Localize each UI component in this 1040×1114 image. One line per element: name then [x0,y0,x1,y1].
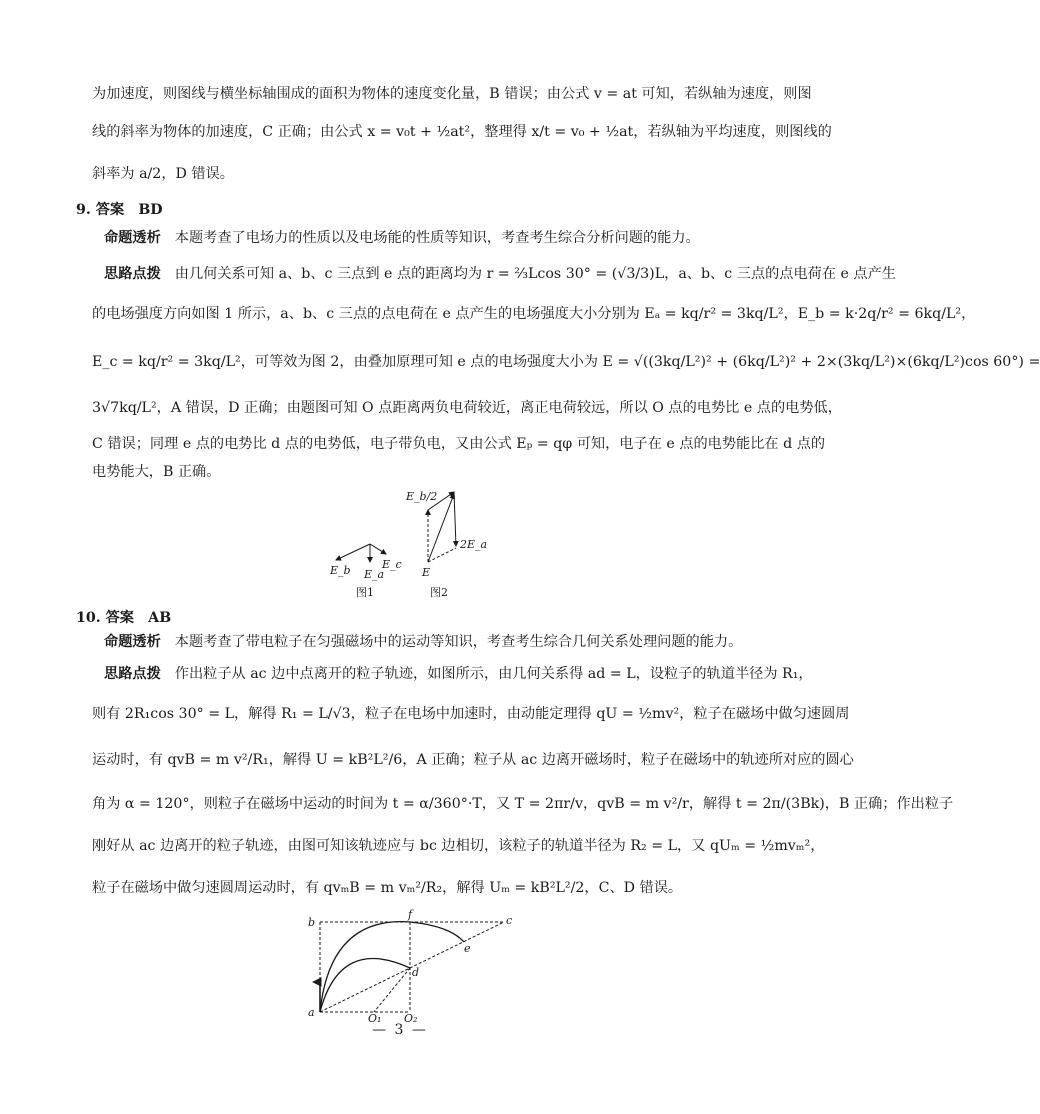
figure-3-trajectory [300,906,530,1024]
figure-3-label-o1: O₁ [368,1012,382,1025]
figure-3-label-c: c [506,914,513,927]
figure-1 [326,530,416,600]
text-line-1: 为加速度，则图线与横坐标轴围成的面积为物体的速度变化量，B 错误；由公式 v = at 可知，若纵轴为速度，则图 [92,86,812,102]
figure-2-caption: 图2 [430,586,448,599]
figure-1-label-eb: E_b [330,564,351,577]
figure-3-label-f: f [408,908,413,921]
figure-3-arc-large [320,922,464,1012]
figure-2-label-e: E [422,566,431,579]
solution-10-label: 思路点拨 [104,666,161,682]
figure-3-label-a: a [308,1006,315,1019]
figure-1-label-ea: E_a [364,568,385,581]
analysis-9-label: 命题透析 [104,230,161,246]
figure-2-label-2ea: 2E_a [460,538,488,551]
solution-9-label: 思路点拨 [104,266,161,282]
figure-1-label-ec: E_c [382,558,402,571]
solution-9-line-5: C 错误；同理 e 点的电势比 d 点的电势低，电子带负电，又由公式 Eₚ = qφ 可知，电子在 e 点的电势能比在 d 点的 [92,436,826,452]
analysis-10-label: 命题透析 [104,634,161,650]
solution-9-text: 由几何关系可知 a、b、c 三点到 e 点的距离均为 r = ⅔Lcos 30° = (√3/3)L，a、b、c 三点的点电荷在 e 点产生 [174,266,896,282]
figure-3-line-d-o1 [374,968,410,1012]
analysis-9-text: 本题考查了电场力的性质以及电场能的性质等知识，考查考生综合分析问题的能力。 [174,230,700,246]
figure-3-label-d: d [412,966,420,979]
text-line-3: 斜率为 a/2，D 错误。 [92,166,234,182]
figure-2-vector-2ea [454,492,456,546]
solution-10-line-6: 粒子在磁场中做匀速圆周运动时，有 qvₘB = m vₘ²/R₂，解得 Uₘ = kB²L²/2，C、D 错误。 [92,880,683,896]
answer-9-heading: 9. 答案 BD [76,202,163,218]
figure-2 [404,488,494,600]
figure-3-label-e: e [464,942,471,955]
solution-9-line-3: E_c = kq/r² = 3kq/L²，可等效为图 2，由叠加原理可知 e 点的电场强度大小为 E = √((3kq/L²)² + (6kq/L²)² + 2×(3kq/L²)×(6kq/L²)cos 60°) = [92,354,1040,370]
solution-10-text: 作出粒子从 ac 边中点离开的粒子轨迹，如图所示，由几何关系得 ad = L，设粒子的轨道半径为 R₁， [174,666,813,682]
analysis-10 [104,632,743,652]
solution-10-line-4: 角为 α = 120°，则粒子在磁场中运动的时间为 t = α/360°·T，又 T = 2πr/v，qvB = m v²/r，解得 t = 2π/(3Bk)，B 正确；作出粒子 [92,796,954,812]
solution-9-line-6: 电势能大，B 正确。 [92,464,221,480]
analysis-9 [104,228,734,248]
answer-10-heading: 10. 答案 AB [76,610,172,626]
solution-10-line-3: 运动时，有 qvB = m v²/R₁，解得 U = kB²L²/6，A 正确；粒子从 ac 边离开磁场时，粒子在磁场中的轨迹所对应的圆心 [92,752,854,768]
solution-9-line-2: 的电场强度方向如图 1 所示，a、b、c 三点的点电荷在 e 点产生的电场强度大小分别为 Eₐ = kq/r² = 3kq/L²，E_b = k·2q/r² = 6kq/L²， [92,306,976,322]
figure-3-label-b: b [308,916,316,929]
page-number: — 3 — [372,1022,428,1038]
analysis-10-text: 本题考查了带电粒子在匀强磁场中的运动等知识，考查考生综合几何关系处理问题的能力。 [174,634,743,650]
figure-1-vector-eb [336,544,370,560]
figure-1-caption: 图1 [356,586,374,599]
figure-1-vector-ec [370,544,386,554]
solution-10-line-2: 则有 2R₁cos 30° = L，解得 R₁ = L/√3，粒子在电场中加速时，由动能定理得 qU = ½mv²，粒子在磁场中做匀速圆周 [92,706,850,722]
solution-10-line-1 [104,664,813,684]
solution-9-line-1 [104,264,896,284]
solution-10-line-5: 刚好从 ac 边离开的粒子轨迹，由图可知该轨迹应与 bc 边相切，该粒子的轨道半径为 R₂ = L，又 qUₘ = ½mvₘ²， [92,838,825,854]
solution-9-line-4: 3√7kq/L²，A 错误，D 正确；由题图可知 O 点距离两负电荷较近，离正电荷较远，所以 O 点的电势比 e 点的电势低， [92,400,842,416]
figure-2-label-eb-half: E_b/2 [406,490,438,503]
figure-2-vector-resultant [428,494,454,562]
figure-3-label-o2: O₂ [404,1012,418,1025]
text-line-2: 线的斜率为物体的加速度，C 正确；由公式 x = v₀t + ½at²，整理得 x/t = v₀ + ½at，若纵轴为平均速度，则图线的 [92,124,832,140]
